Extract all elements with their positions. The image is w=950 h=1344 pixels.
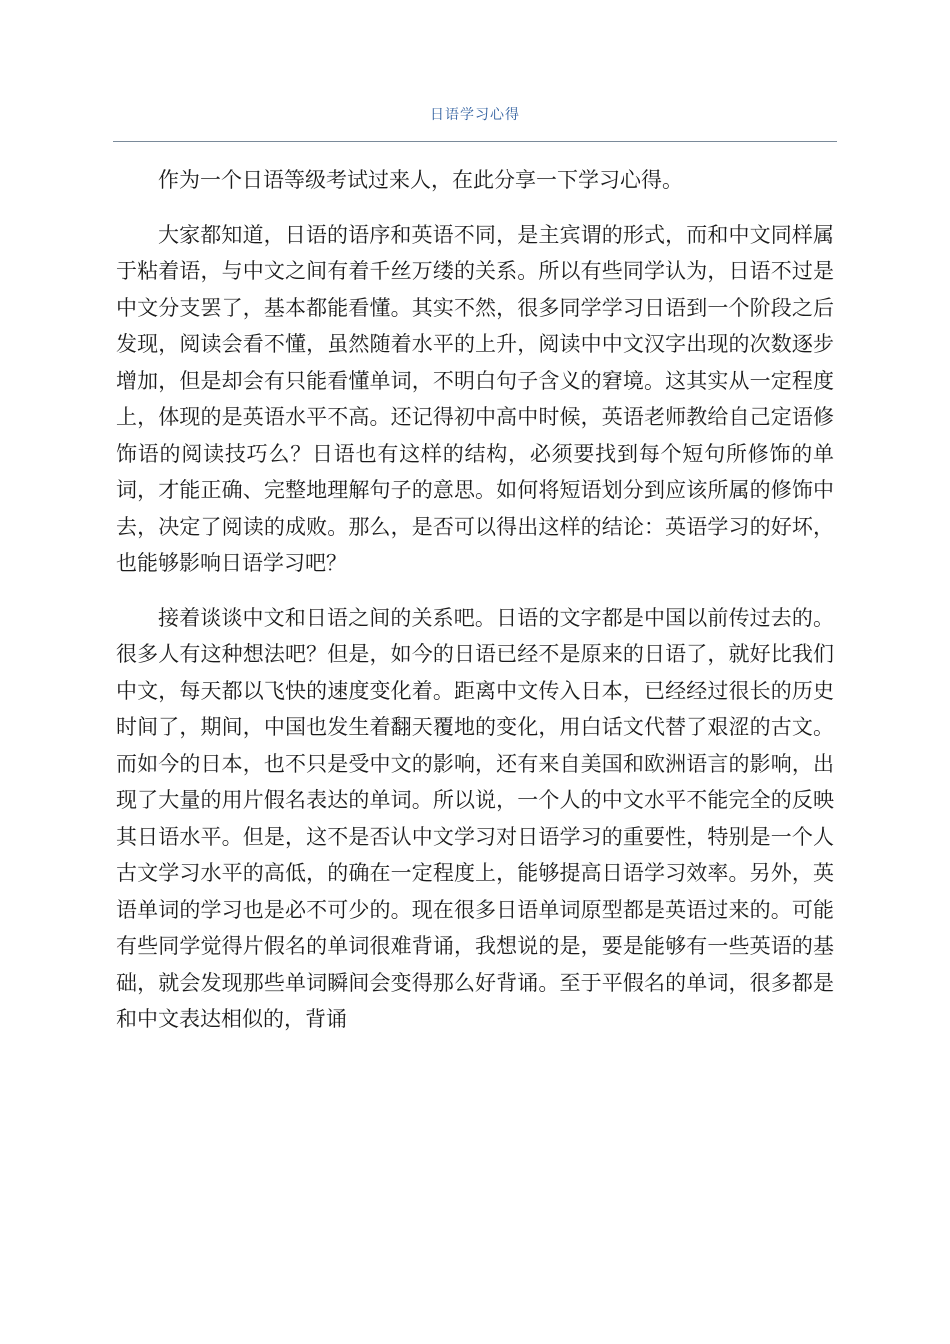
- header-divider: [113, 141, 837, 142]
- paragraph-word-order: 大家都知道，日语的语序和英语不同，是主宾谓的形式，而和中文同样属于粘着语，与中文之间有着千丝万缕的关系。所以有些同学认为，日语不过是中文分支罢了，基本都能看懂。其实不然，很多同学学习日语到一个阶段之后发现，阅读会看不懂，虽然随着水平的上升，阅读中中文汉字出现的次数逐步增加，但是却会有只能看懂单词，不明白句子含义的窘境。这其实从一定程度上，体现的是英语水平不高。还记得初中高中时候，英语老师教给自己定语修饰语的阅读技巧么？日语也有这样的结构，必须要找到每个短句所修饰的单词，才能正确、完整地理解句子的意思。如何将短语划分到应该所属的修饰中去，决定了阅读的成败。那么，是否可以得出这样的结论：英语学习的好坏，也能够影响日语学习吧？: [116, 222, 834, 575]
- document-body: [116, 162, 834, 1056]
- page-header-title: 日语学习心得: [430, 107, 520, 123]
- paragraph-intro: 作为一个日语等级考试过来人，在此分享一下学习心得。: [158, 168, 683, 192]
- paragraph-chinese-relation: 接着谈谈中文和日语之间的关系吧。日语的文字都是中国以前传过去的。很多人有这种想法吧？但是，如今的日语已经不是原来的日语了，就好比我们中文，每天都以飞快的速度变化着。距离中文传入日本，已经经过很长的历史时间了，期间，中国也发生着翻天覆地的变化，用白话文代替了艰涩的古文。而如今的日本，也不只是受中文的影响，还有来自美国和欧洲语言的影响，出现了大量的用片假名表达的单词。所以说，一个人的中文水平不能完全的反映其日语水平。但是，这不是否认中文学习对日语学习的重要性，特别是一个人古文学习水平的高低，的确在一定程度上，能够提高日语学习效率。另外，英语单词的学习也是必不可少的。现在很多日语单词原型都是英语过来的。可能有些同学觉得片假名的单词很难背诵，我想说的是，要是能够有一些英语的基础，就会发现那些单词瞬间会变得那么好背诵。至于平假名的单词，很多都是和中文表达相似的，背诵: [116, 605, 834, 1031]
